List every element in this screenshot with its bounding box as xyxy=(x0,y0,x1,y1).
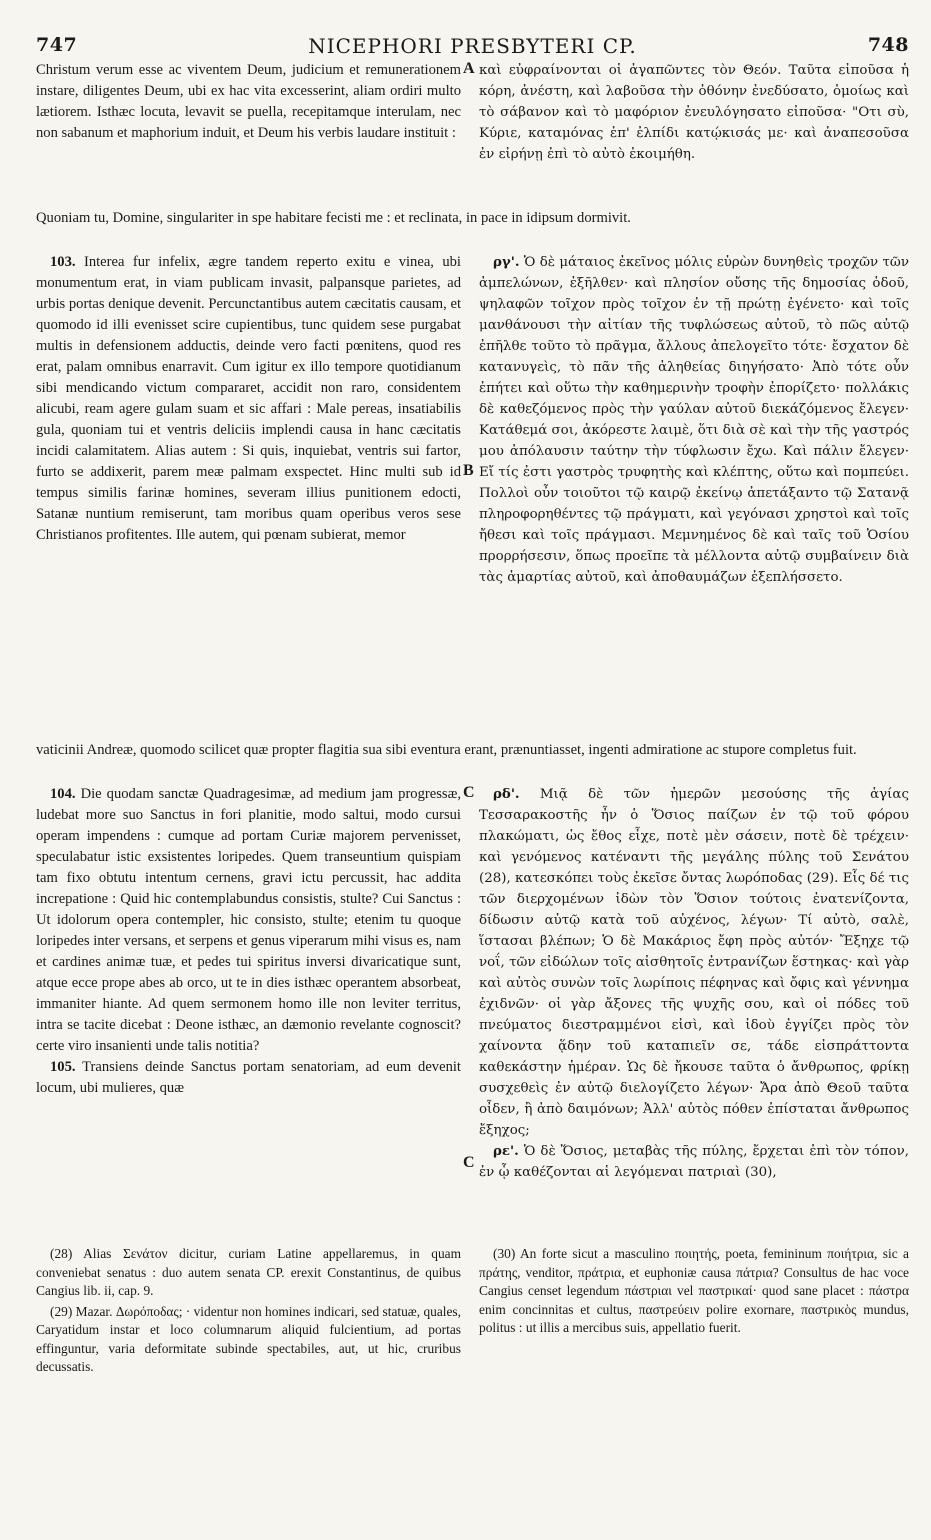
page-number-right: 748 xyxy=(867,34,909,56)
greek-column-mid xyxy=(479,252,909,588)
section-text: Μιᾷ δὲ τῶν ἡμερῶν μεσούσης τῆς ἁγίας Τεσσαρακοστῆς ἦν ὁ Ὅσιος παίζων ἐν τῷ τοῦ φόρου πλακώματι, ὡς ἔθος εἶχε, ποτὲ μὲν σάσειν, ποτὲ δὲ τρέχειν· καὶ γενόμενος κατέναντι τῆς μεγάλης πύλης τοῦ Σενάτου (28), κατεσκόπει τοὺς ἐκεῖσε ὄντας λωρόποδας (29). Εἷς δέ τις τῶν διερχομένων ἰδὼν τὸν Ὅσιον τούτοις ἐνατενίζοντα, δίδωσιν αὐτῷ κατὰ τοῦ αὐχένος, λέγων· Τί αὐτὸ, σαλὲ, ἵστασαι βλέπων; Ὁ δὲ Μακάριος ἔφη πρὸς αὐτόν· Ἔξηχε τῷ νοΐ, τῶν εἰδώλων τοῖς αἰσθητοῖς ἐντρανίζων ἕστηκας· καὶ γὰρ καὶ αὐτὸς συνὼν τοῖς λωρίποις πέφηνας καὶ ὄφις καὶ γέννημα ἐχιδνῶν· οἱ γὰρ ἄξονες τῆς ψυχῆς σου, καὶ οἱ πόδες τοῦ πνεύματος διεστραμμένοι εἰσὶ, καὶ ἰδοὺ ἐγγίζει πρὸς τὸν χαίνοντα ᾅδην τοῦ καταπιεῖν σε, τάδε εἰσπράττοντα καθεκάστην ἡμέραν. Ὡς δὲ ἤκουσε ταῦτα ὁ ἄνθρωπος, φρίκῃ συσχεθεὶς ἐν αὐτῷ διελογίζετο λέγων· Ἄρα ἀπὸ Θεοῦ ταῦτα οἶδεν, ἢ ἀπὸ δαιμόνων; Ἀλλ' αὐτὸς πόθεν ἐπίσταται ἄνθρωπος ἔξηχος; xyxy=(479,787,909,1138)
latin-paragraph: Christum verum esse ac viventem Deum, judicium et remunerationem instare, diligentes Deum, ubi ex hac vita excesserint, aliam ordiri multo lætiorem. Isthæc locuta, levavit se puella, recepitamque interulam, nec non sabanum et maphorium induit, et Deum his verbis laudare instituit : xyxy=(36,62,461,141)
margin-marker-a: A xyxy=(463,60,475,77)
greek-paragraph: καὶ εὐφραίνονται οἱ ἀγαπῶντες τὸν Θεόν. Ταῦτα εἰποῦσα ἡ κόρη, ἀνέστη, καὶ λαβοῦσα τὴν ὀθόνην ἐνεδύσατο, ὁμοίως καὶ τὸ σάβανον καὶ τὸ μαφόριον ἐνευλόγησατο εἰποῦσα· "Οτι σὺ, Κύριε, καταμόνας ἐπ' ἐλπίδι κατῴκισάς με· καὶ ἀναπεσοῦσα ἐν εἰρήνῃ ἐπὶ τὸ αὐτὸ ἐκοιμήθη. xyxy=(479,63,909,162)
latin-section-104 xyxy=(36,784,461,1057)
page-header xyxy=(36,30,909,60)
latin-section-105 xyxy=(36,1057,461,1099)
footnote-30: (30) An forte sicut a masculino ποιητής, poeta, femininum ποιήτρια, sic a πράτης, venditor, πράτρια, et euphoniæ causa πάτρια? Consultus de hac voce Cangius censet legendum πάστριαι vel παστρικαί· quod sane placet : πάστρα enim concinnitas et cultus, παστρεύειν polire exornare, παστρικὸς mundus, politus : ut illis a mercibus suis, appellatio fuerit. xyxy=(479,1246,909,1335)
latin-column-low xyxy=(36,784,461,1099)
section-number: ρδ'. xyxy=(493,786,520,802)
full-width-line-1: Quoniam tu, Domine, singulariter in spe habitare fecisti me : et reclinata, in pace in idipsum dormivit. xyxy=(36,210,631,226)
section-number: 105. xyxy=(50,1059,76,1075)
greek-column-top xyxy=(479,60,909,186)
section-text: Transiens deinde Sanctus portam senatoriam, ad eum devenit locum, ubi mulieres, quæ xyxy=(36,1059,461,1096)
footnotes-right xyxy=(479,1245,909,1340)
section-text: Ὁ δὲ Ὅσιος, μεταβὰς τῆς πύλης, ἔρχεται ἐπὶ τὸν τόπον, ἐν ᾧ καθέζονται αἱ λεγόμεναι πατριαὶ (30), xyxy=(479,1144,909,1180)
greek-section-105 xyxy=(479,1141,909,1183)
margin-marker-b: B xyxy=(463,462,474,479)
section-text: Ὁ δὲ μάταιος ἐκεῖνος μόλις εὑρὼν δυνηθεὶς τροχῶν τῶν ἀμπελώνων, ἐξῆλθεν· καὶ πλησίον οὔσης τῆς δημοσίας ὁδοῦ, ψηλαφῶν τοῖχον πρὸς τοῖχον ἐν τῇ πρώτῃ ἐγένετο· καὶ τοῖς μανθάνουσι τὴν αἰτίαν τῆς τυφλώσεως αὐτοῦ, τὸ πῶς αὐτῷ ἐπῆλθε τοῦτο τὸ πρᾶγμα, ἄλλους ἀπελογεῖτο τότε· ἔσχατον δὲ κατανυγεὶς, τὸ πᾶν τῆς ἀληθείας διηγήσατο· Ἀπὸ τότε οὖν ἐπήτει καὶ οὕτω τὴν καθημερινὴν τροφὴν ἐπορίζετο· πολλάκις δὲ καθεζόμενος πρὸς τὴν γαύλαν αὐτοῦ διεκάζόμενος ἔλεγεν· Κατάθεμά σοι, ἀκόρεστε λαιμὲ, ὅτι διὰ σὲ καὶ τὴν τῆς γαστρός μου ἀπόλαυσιν ταύτην τὴν τύφλωσιν ἔχω. Καὶ πάλιν ἔλεγεν· Εἴ τίς ἐστι γαστρὸς τρυφητὴς καὶ κλέπτης, οὕτω καὶ πομπεύει. Πολλοὶ οὖν τοιοῦτοι τῷ καιρῷ ἐκείνῳ ἀπετάξαντο τῷ Σατανᾷ πληροφορηθέντες τῷ πράγματι, καὶ γεγόνασι χρηστοὶ καὶ τοῖς ἤθεσι καὶ τοῖς πράγμασι. Μεμνημένος δὲ καὶ ταῖς τοῦ Ὁσίου προρρήσεσιν, ὅπως προεῖπε τὰ μέλλοντα αὐτῷ συμβαίνειν διὰ τὰς ἁμαρτίας αὐτοῦ, καὶ ἀποθαυμάζων ἐξεπλήσσετο. xyxy=(479,255,909,585)
section-text: Die quodam sanctæ Quadragesimæ, ad medium jam progressæ, ludebat more suo Sanctus in fori planitie, modo saltui, modo cursui operam impendens : cumque ad portam Curiæ majorem pervenisset, speculabatur istic exsistentes loripedes. Quem transeuntium quispiam tam fixo obtutu intentum cernens, gravi ictu percussit, hac addita increpatione : Quid hic contemplabundus consistis, stulte? Cui Sanctus : Ut idolorum opera contempler, hic consisto, stulte; etenim tu quoque loripedes inter versans, et serpens et genus viperarum mihi visus es, nam et cardines animæ tuæ, et pedes tui spiritus inversi divaricatique sunt, atque ecce prope abes ab orco, ut te in dies isthæc operantem absorbeat, immaniter hiante. Ad quem sermonem homo ille non leviter territus, intra se tacite dicebat : Deone isthæc, an dæmonio revelante cognoscit? certe viro insanienti unde talis notitia? xyxy=(36,786,461,1054)
latin-section-103 xyxy=(36,252,461,546)
greek-section-103 xyxy=(479,252,909,588)
footnotes-left xyxy=(36,1245,461,1379)
section-number: 103. xyxy=(50,254,76,270)
running-title: NICEPHORI PRESBYTERI CP. xyxy=(308,34,637,58)
footnote-29: (29) Mazar. Δωρόποδας; · videntur non homines indicari, sed statuæ, quales, Caryatidum instar et loco columnarum aliquid fulcientium, ad portas effinguntur, varia deformitate subinde spectabiles, aut, ut hic, cruribus decussatis. xyxy=(36,1303,461,1374)
margin-marker-c-lower: C xyxy=(463,1154,475,1171)
footnote-28: (28) Alias Σενάτον dicitur, curiam Latine appellaremus, in quam conveniebat senatus : duo autem senata CP. erexit Constantinus, de quibus Cangius lib. ii, cap. 9. xyxy=(36,1246,461,1298)
section-number: 104. xyxy=(50,786,76,802)
latin-column-top xyxy=(36,60,461,186)
greek-section-104 xyxy=(479,784,909,1141)
section-number: ργ'. xyxy=(493,254,520,270)
page-number-left: 747 xyxy=(36,34,78,56)
margin-marker-c: C xyxy=(463,784,475,801)
section-text: Interea fur infelix, ægre tandem reperto exitu e vinea, ubi monumentum erat, in viam publicam invasit, palpansque parietes, ad urbis portas denique devenit. Percunctantibus autem cæcitatis causam, et quomodo id illi evenisset scire cupientibus, tunc quidem sese purgabat multis in defensionem adductis, deinde vero facti pœnitens, quod res erat, palam omnibus enarravit. Cum igitur ex illo tempore quotidianum sibi mendicando victum compararet, accidit non raro, considentem alicubi, ream agere gulam suam et sic affari : Male pereas, insatiabilis gula, quoniam tui et ventris deliciis implendi causa in hanc cæcitatis incidi calamitatem. Alias autem : Si quis, inquiebat, ventris sui fartor, furto se addixerit, parem meæ palmam exspectet. Hinc multi sub id tempus similis farinæ homines, severam illius punitionem edocti, Satanæ nuntium remiserunt, tam moribus quam operibus veros sese Christianos profitentes. Ille autem, qui pœnam subierat, memor xyxy=(36,254,461,543)
latin-column-mid xyxy=(36,252,461,546)
full-width-line-2: vaticinii Andreæ, quomodo scilicet quæ propter flagitia sua sibi eventura erant, prænuntiasset, ingenti admiratione ac stupore completus fuit. xyxy=(36,742,857,758)
greek-column-low xyxy=(479,784,909,1183)
section-number: ρε'. xyxy=(493,1143,519,1159)
